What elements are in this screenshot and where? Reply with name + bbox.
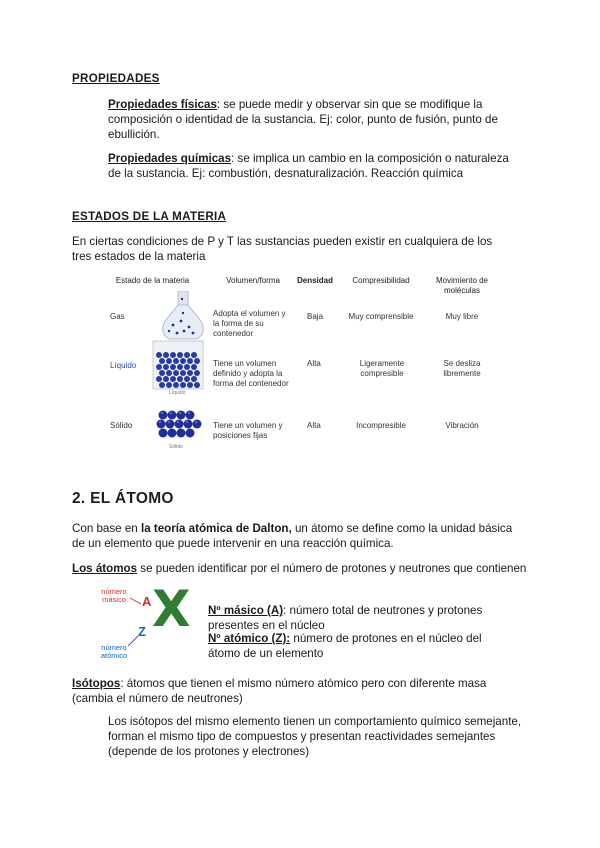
paragraph-numero-masico — [208, 603, 508, 633]
atomic-notation-diagram — [90, 580, 200, 666]
table-cell-volumen: Adopta el volumen y la forma de su contenedor — [213, 309, 286, 338]
table-cell-compresibilidad: Incompresible — [356, 421, 406, 430]
table-header-densidad: Densidad — [296, 276, 333, 285]
table-cell-estado: Líquido — [110, 361, 137, 370]
table-cell-volumen: Tiene un volumen y posiciones fijas — [213, 421, 283, 440]
atomo-intro-post: un átomo se define como la unidad básica de un elemento que puede intervenir en una reacción química. — [72, 522, 513, 550]
liquid-image-caption: Líquido — [169, 390, 186, 396]
solid-lattice-image — [155, 407, 205, 447]
table-cell-compresibilidad: Muy comprensible — [348, 312, 414, 321]
section-heading-propiedades: PROPIEDADES — [72, 72, 160, 85]
label-numero-masico: número másico — [101, 587, 127, 604]
term-los-atomos: Los átomos — [72, 562, 138, 575]
element-symbol-x: X — [152, 580, 191, 638]
diagram-arrows — [90, 586, 160, 666]
text-los-atomos: se pueden identificar por el número de protones y neutrones que contienen — [137, 562, 527, 575]
section-heading-estados: ESTADOS DE LA MATERIA — [72, 210, 227, 223]
text-numero-atomico: número de protones en el núcleo del átomo de un elemento — [208, 632, 482, 660]
section-heading-atomo: 2. EL ÁTOMO — [72, 490, 174, 507]
table-cell-movimiento: Vibración — [445, 421, 479, 430]
table-cell-movimiento: Se desliza libremente — [443, 359, 481, 378]
term-isotopos: Isótopos — [72, 677, 121, 690]
term-propiedades-quimicas: Propiedades químicas — [108, 152, 232, 165]
paragraph-numero-atomico — [208, 631, 508, 661]
symbol-z: Z — [138, 624, 146, 639]
paragraph-los-atomos — [72, 561, 527, 576]
paragraph-atomo-intro — [72, 521, 527, 551]
text-numero-masico: : número total de neutrones y protones presentes en el núcleo — [208, 604, 483, 632]
table-cell-densidad: Alta — [307, 421, 321, 430]
table-cell-movimiento: Muy libre — [445, 312, 479, 321]
table-cell-volumen: Tiene un volumen definido y adopta la forma del contenedor — [213, 359, 289, 388]
term-numero-atomico: Nº atómico (Z): — [208, 632, 291, 645]
table-cell-densidad: Alta — [307, 359, 321, 368]
table-header-compresibilidad: Compresibilidad — [352, 276, 410, 285]
paragraph-isotopos-note: Los isótopos del mismo elemento tienen un comportamiento químico semejante, forman el mismo tipo de compuestos y presentan reactividades semejantes (depende de los protones y electrones) — [108, 715, 522, 758]
symbol-a: A — [142, 594, 152, 609]
label-numero-atomico: número atómico — [100, 643, 128, 660]
text-isotopos: : átomos que tienen el mismo número atómico pero con diferente masa (cambia el número de neutrones) — [72, 677, 487, 705]
table-header-movimiento: Movimiento de moléculas — [435, 276, 489, 295]
paragraph-estados-intro: En ciertas condiciones de P y T las sustancias pueden existir en cualquiera de los tres estados de la materia — [72, 235, 493, 263]
solid-image-caption: Sólido — [169, 444, 183, 450]
gas-flask-image — [159, 291, 207, 343]
table-cell-estado: Gas — [110, 312, 125, 321]
term-numero-masico: Nº másico (A) — [208, 604, 284, 617]
liquid-beaker-image — [151, 339, 205, 397]
states-table — [105, 273, 505, 458]
atomo-intro-bold: la teoría atómica de Dalton, — [140, 522, 292, 535]
table-cell-densidad: Baja — [307, 312, 324, 321]
text-propiedades-quimicas: : se implica un cambio en la composición o naturaleza de la sustancia. Ej: combustión, desnaturalización. Reacción química — [108, 152, 509, 180]
text-propiedades-fisicas: : se puede medir y observar sin que se modifique la composición o identidad de la sustancia. Ej: color, punto de fusión, punto de ebullición. — [108, 98, 498, 141]
table-cell-compresibilidad: Ligeramente compresible — [359, 359, 405, 378]
table-cell-estado: Sólido — [110, 421, 133, 430]
paragraph-propiedades-fisicas — [108, 97, 508, 142]
paragraph-isotopos — [72, 676, 527, 706]
table-header-estado: Estado de la materia — [115, 276, 190, 285]
paragraph-propiedades-quimicas — [108, 151, 523, 181]
term-propiedades-fisicas: Propiedades físicas — [108, 98, 217, 111]
atomo-intro-pre: Con base en — [72, 522, 141, 535]
table-header-volumen: Volumen/forma — [226, 276, 280, 285]
